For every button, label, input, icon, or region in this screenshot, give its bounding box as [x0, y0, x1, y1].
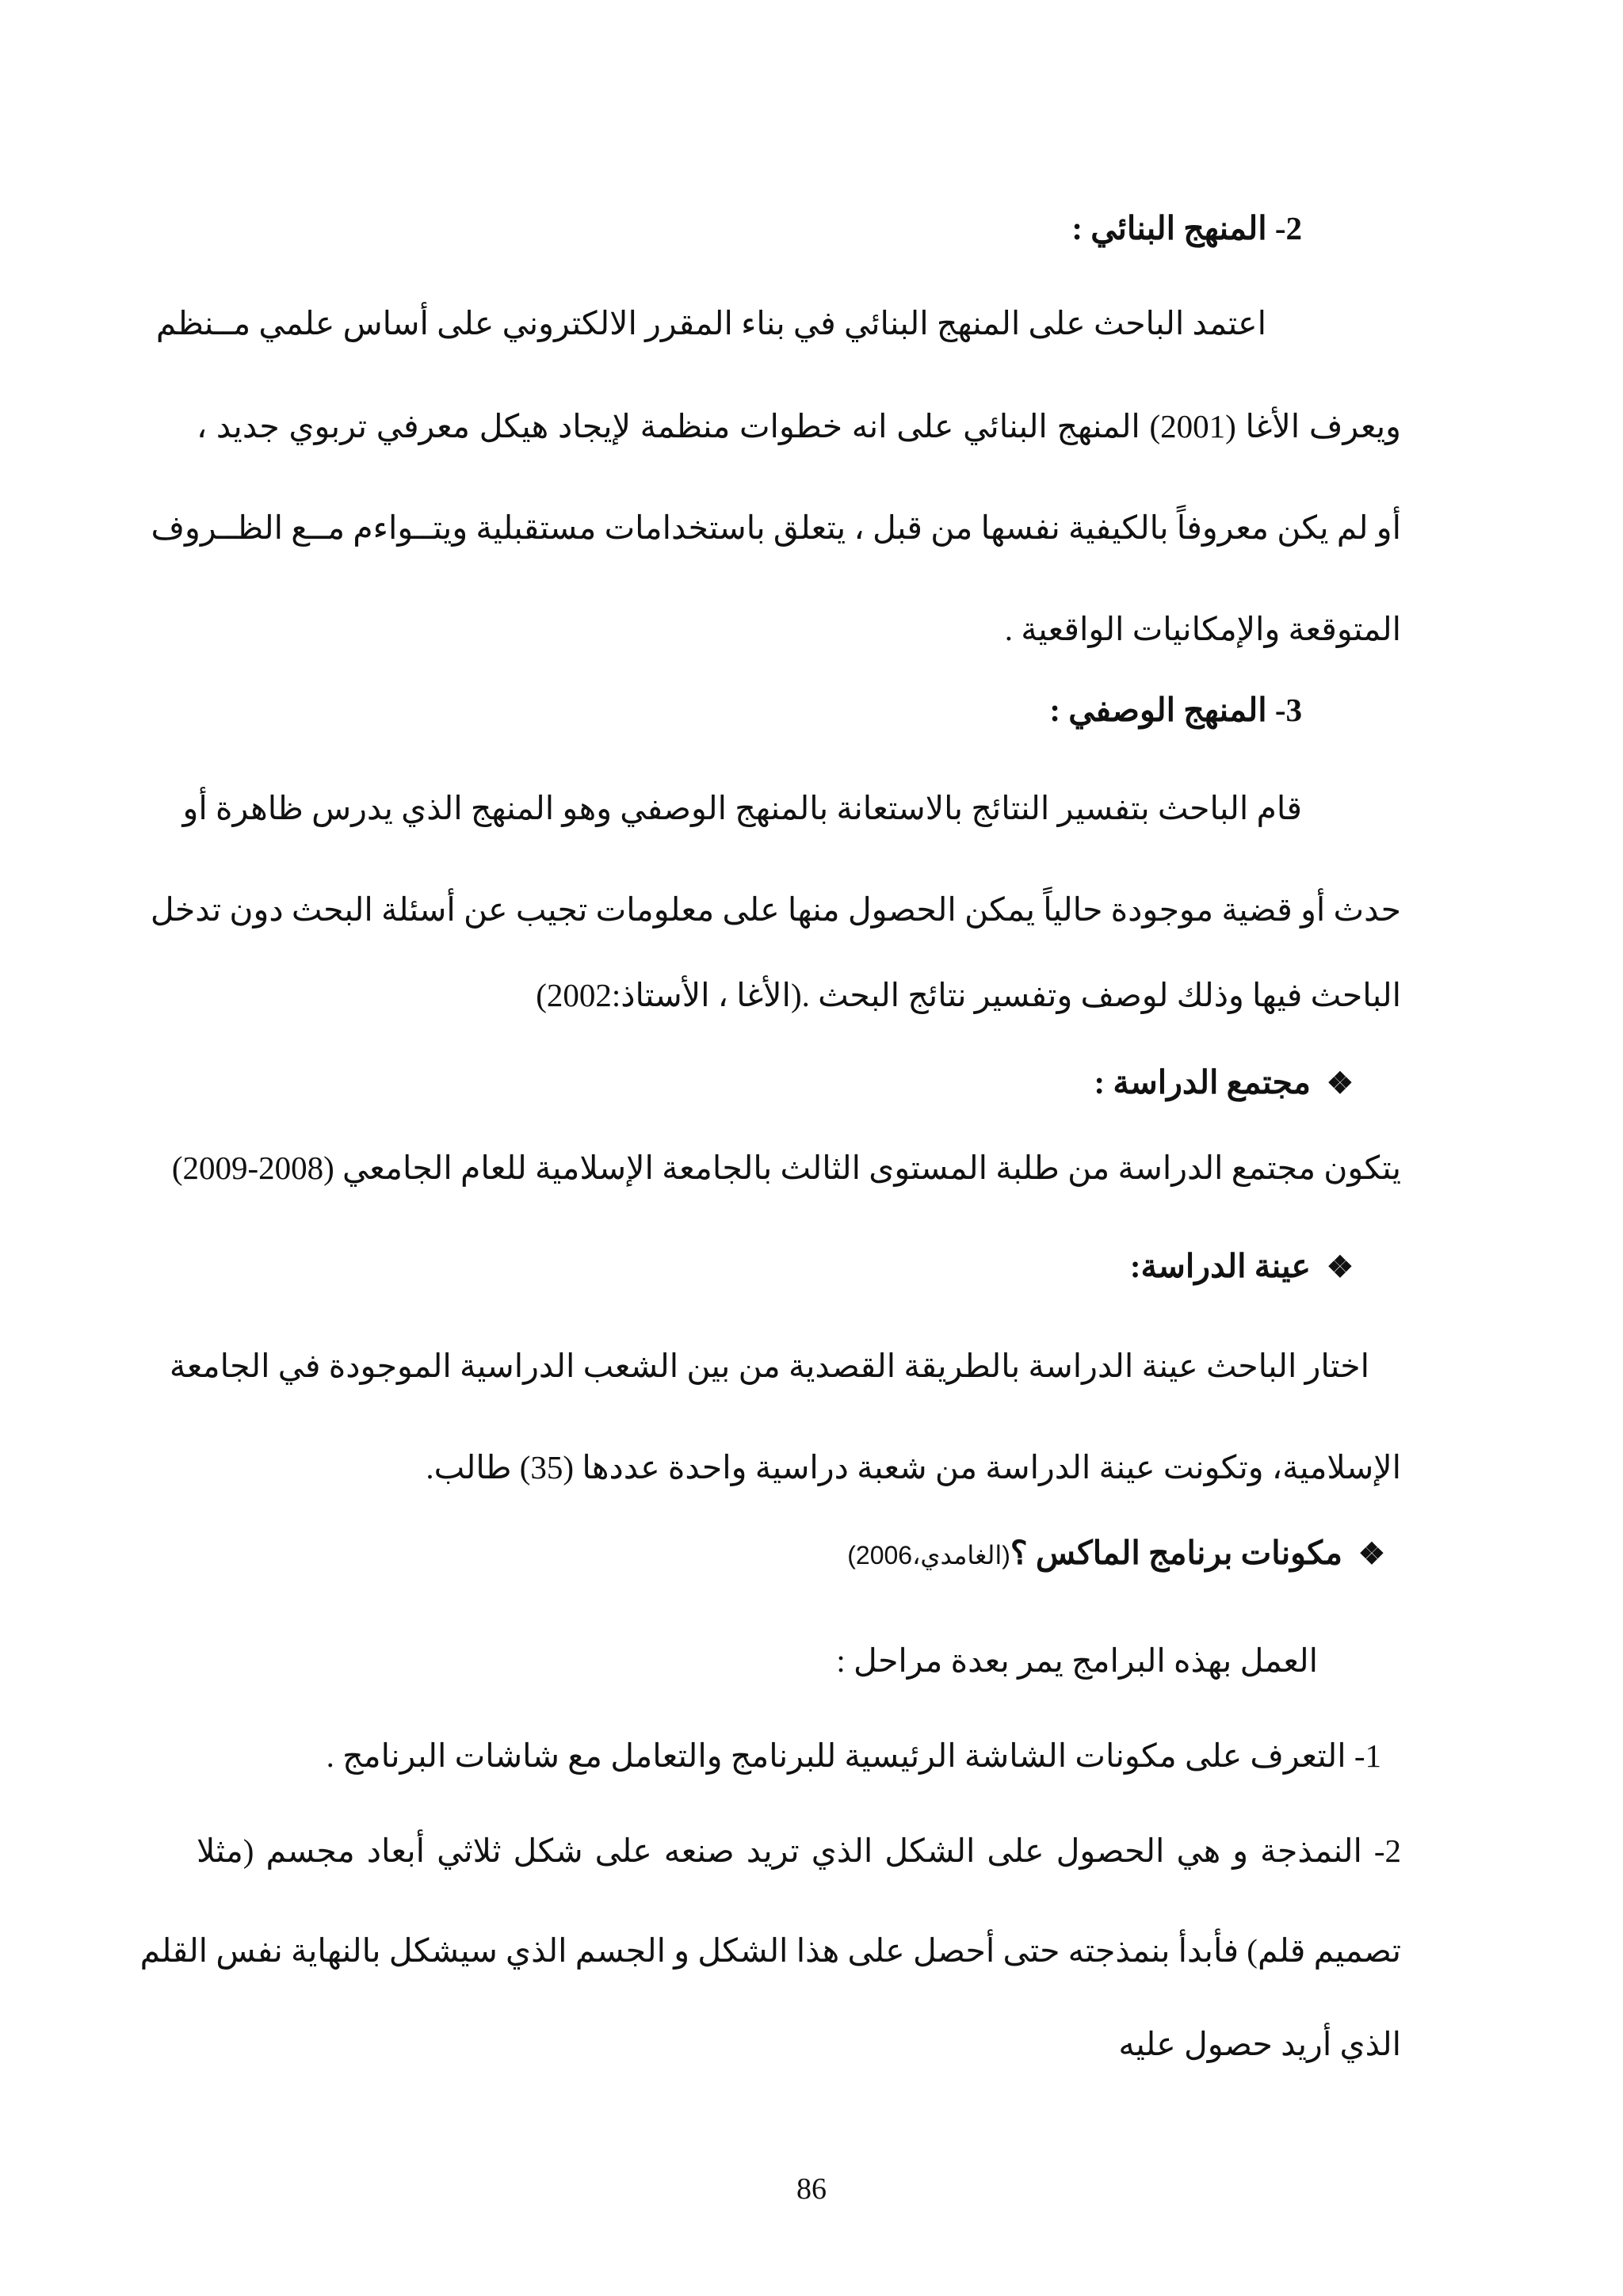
- paragraph-line: قام الباحث بتفسير النتائج بالاستعانة بالمنهج الوصفي وهو المنهج الذي يدرس ظاهرة أو: [182, 790, 1302, 826]
- section-heading-max-program: [847, 1529, 1385, 1579]
- section-heading-structural: 2- المنهج البنائي :: [1071, 210, 1302, 246]
- paragraph-line: حدث أو قضية موجودة حالياً يمكن الحصول منها على معلومات تجيب عن أسئلة البحث دون تدخل: [150, 891, 1401, 928]
- paragraph-line: أو لم يكن معروفاً بالكيفية نفسها من قبل ، يتعلق باستخدامات مستقبلية ويتــواءم مــع الظــروف: [151, 509, 1401, 546]
- list-item: 1- التعرف على مكونات الشاشة الرئيسية للبرنامج والتعامل مع شاشات البرنامج .: [326, 1737, 1381, 1774]
- list-item: 2- النمذجة و هي الحصول على الشكل الذي تريد صنعه على شكل ثلاثي أبعاد مجسم (مثلا: [197, 1833, 1401, 1869]
- paragraph-line: الإسلامية، وتكونت عينة الدراسة من شعبة دراسية واحدة عددها (35) طالب.: [426, 1449, 1401, 1486]
- paragraph-line: العمل بهذه البرامج يمر بعدة مراحل :: [836, 1642, 1318, 1679]
- heading-text: عينة الدراسة:: [1129, 1248, 1311, 1284]
- page-number: 86: [796, 2172, 827, 2206]
- heading-text: مكونات برنامج الماكس ؟: [1010, 1535, 1342, 1571]
- bullet-icon: ❖: [1326, 1251, 1354, 1284]
- bullet-icon: ❖: [1358, 1538, 1385, 1571]
- paragraph-line: المتوقعة والإمكانيات الواقعية .: [1004, 611, 1401, 647]
- paragraph-line: اعتمد الباحث على المنهج البنائي في بناء المقرر الالكتروني على أساس علمي مــنظم: [155, 305, 1266, 341]
- paragraph-line: يتكون مجتمع الدراسة من طلبة المستوى الثالث بالجامعة الإسلامية للعام الجامعي (2008-2009): [171, 1150, 1401, 1186]
- paragraph-line: تصميم قلم) فأبدأ بنمذجته حتى أحصل على هذا الشكل و الجسم الذي سيشكل بالنهاية نفس القلم: [139, 1932, 1401, 1969]
- heading-text: مجتمع الدراسة :: [1094, 1064, 1311, 1100]
- bullet-icon: ❖: [1326, 1067, 1354, 1100]
- paragraph-line: اختار الباحث عينة الدراسة بالطريقة القصدية من بين الشعب الدراسية الموجودة في الجامعة: [169, 1348, 1369, 1384]
- section-heading-descriptive: 3- المنهج الوصفي :: [1049, 692, 1302, 728]
- section-heading-population: [1094, 1058, 1354, 1108]
- citation: (الغامدي،2006): [847, 1541, 1010, 1569]
- paragraph-line: الذي أريد حصول عليه: [1118, 2026, 1401, 2062]
- section-heading-sample: [1130, 1242, 1354, 1291]
- paragraph-line: الباحث فيها وذلك لوصف وتفسير نتائج البحث .(الأغا ، الأستاذ:2002): [536, 977, 1401, 1013]
- paragraph-line: ويعرف الأغا (2001) المنهج البنائي على انه خطوات منظمة لإيجاد هيكل معرفي تربوي جديد ،: [197, 408, 1401, 444]
